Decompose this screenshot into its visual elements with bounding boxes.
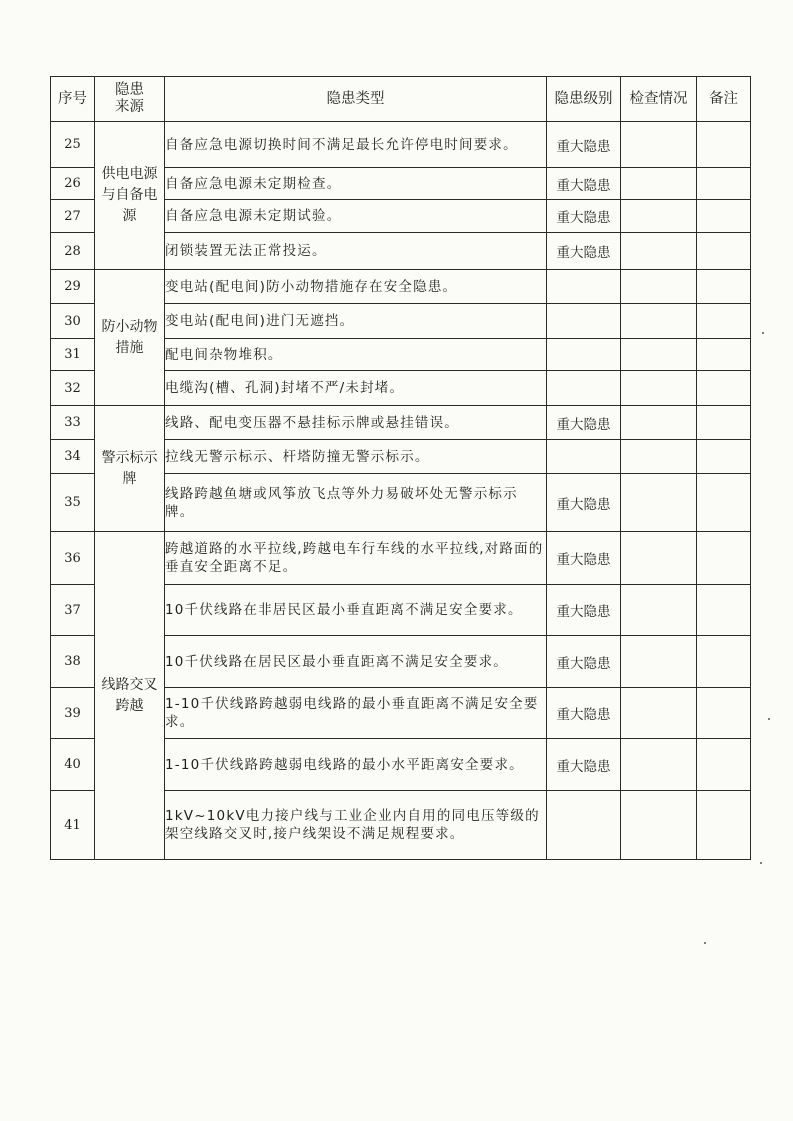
hazard-level: 重大隐患	[547, 585, 621, 636]
hazard-type: 闭锁装置无法正常投运。	[165, 233, 547, 270]
header-type: 隐患类型	[165, 77, 547, 122]
hazard-level	[547, 270, 621, 304]
remark-cell	[697, 371, 751, 406]
remark-cell	[697, 440, 751, 474]
hazard-type: 跨越道路的水平拉线,跨越电车行车线的水平拉线,对路面的垂直安全距离不足。	[165, 532, 547, 585]
remark-cell	[697, 200, 751, 233]
header-remark: 备注	[697, 77, 751, 122]
check-cell	[621, 200, 697, 233]
check-cell	[621, 339, 697, 371]
remark-cell	[697, 304, 751, 339]
header-source: 隐患来源	[95, 77, 165, 122]
hazard-type: 线路、配电变压器不悬挂标示牌或悬挂错误。	[165, 406, 547, 440]
check-cell	[621, 474, 697, 532]
hazard-type: 1-10千伏线路跨越弱电线路的最小水平距离安全要求。	[165, 739, 547, 791]
hazard-type: 变电站(配电间)防小动物措施存在安全隐患。	[165, 270, 547, 304]
row-number: 25	[51, 122, 95, 168]
row-number: 30	[51, 304, 95, 339]
hazard-type: 10千伏线路在居民区最小垂直距离不满足安全要求。	[165, 636, 547, 688]
hazard-level	[547, 791, 621, 860]
row-number: 29	[51, 270, 95, 304]
hazard-level: 重大隐患	[547, 636, 621, 688]
table-row	[51, 270, 751, 304]
hazard-level: 重大隐患	[547, 474, 621, 532]
row-number: 34	[51, 440, 95, 474]
check-cell	[621, 168, 697, 200]
check-cell	[621, 233, 697, 270]
hazard-table	[50, 76, 751, 860]
remark-cell	[697, 739, 751, 791]
source-group-animal: 防小动物措施	[95, 270, 165, 406]
hazard-level: 重大隐患	[547, 739, 621, 791]
row-number: 33	[51, 406, 95, 440]
table-row	[51, 532, 751, 585]
remark-cell	[697, 532, 751, 585]
hazard-type: 拉线无警示标示、杆塔防撞无警示标示。	[165, 440, 547, 474]
check-cell	[621, 440, 697, 474]
row-number: 32	[51, 371, 95, 406]
remark-cell	[697, 474, 751, 532]
remark-cell	[697, 688, 751, 739]
hazard-type: 10千伏线路在非居民区最小垂直距离不满足安全要求。	[165, 585, 547, 636]
remark-cell	[697, 406, 751, 440]
remark-cell	[697, 339, 751, 371]
hazard-level	[547, 304, 621, 339]
row-number: 37	[51, 585, 95, 636]
check-cell	[621, 304, 697, 339]
scan-speck	[762, 332, 764, 334]
row-number: 40	[51, 739, 95, 791]
hazard-level: 重大隐患	[547, 200, 621, 233]
table-row	[51, 122, 751, 168]
remark-cell	[697, 122, 751, 168]
scan-speck	[704, 942, 706, 944]
remark-cell	[697, 233, 751, 270]
remark-cell	[697, 585, 751, 636]
row-number: 31	[51, 339, 95, 371]
check-cell	[621, 688, 697, 739]
remark-cell	[697, 636, 751, 688]
check-cell	[621, 406, 697, 440]
hazard-level: 重大隐患	[547, 122, 621, 168]
scan-speck	[768, 718, 770, 720]
table-row	[51, 406, 751, 440]
scan-speck	[760, 862, 762, 864]
hazard-level: 重大隐患	[547, 168, 621, 200]
row-number: 28	[51, 233, 95, 270]
remark-cell	[697, 168, 751, 200]
row-number: 41	[51, 791, 95, 860]
header-row	[51, 77, 751, 122]
header-index: 序号	[51, 77, 95, 122]
row-number: 26	[51, 168, 95, 200]
hazard-type: 自备应急电源未定期检查。	[165, 168, 547, 200]
hazard-type: 变电站(配电间)进门无遮挡。	[165, 304, 547, 339]
hazard-level	[547, 371, 621, 406]
check-cell	[621, 636, 697, 688]
remark-cell	[697, 270, 751, 304]
check-cell	[621, 532, 697, 585]
hazard-type: 1kV~10kV电力接户线与工业企业内自用的同电压等级的架空线路交叉时,接户线架设不满足规程要求。	[165, 791, 547, 860]
hazard-type: 自备应急电源未定期试验。	[165, 200, 547, 233]
source-group-crossing: 线路交叉跨越	[95, 532, 165, 860]
row-number: 35	[51, 474, 95, 532]
hazard-type: 线路跨越鱼塘或风筝放飞点等外力易破坏处无警示标示牌。	[165, 474, 547, 532]
row-number: 36	[51, 532, 95, 585]
hazard-level: 重大隐患	[547, 233, 621, 270]
header-level: 隐患级别	[547, 77, 621, 122]
check-cell	[621, 270, 697, 304]
hazard-type: 配电间杂物堆积。	[165, 339, 547, 371]
row-number: 27	[51, 200, 95, 233]
source-group-power: 供电电源与自备电源	[95, 122, 165, 270]
check-cell	[621, 739, 697, 791]
hazard-type: 自备应急电源切换时间不满足最长允许停电时间要求。	[165, 122, 547, 168]
hazard-level	[547, 440, 621, 474]
check-cell	[621, 791, 697, 860]
hazard-level: 重大隐患	[547, 532, 621, 585]
source-group-signs: 警示标示牌	[95, 406, 165, 532]
check-cell	[621, 122, 697, 168]
hazard-type: 1-10千伏线路跨越弱电线路的最小垂直距离不满足安全要求。	[165, 688, 547, 739]
row-number: 39	[51, 688, 95, 739]
remark-cell	[697, 791, 751, 860]
hazard-type: 电缆沟(槽、孔洞)封堵不严/未封堵。	[165, 371, 547, 406]
hazard-level	[547, 339, 621, 371]
row-number: 38	[51, 636, 95, 688]
header-check: 检查情况	[621, 77, 697, 122]
check-cell	[621, 585, 697, 636]
hazard-level: 重大隐患	[547, 688, 621, 739]
hazard-level: 重大隐患	[547, 406, 621, 440]
check-cell	[621, 371, 697, 406]
